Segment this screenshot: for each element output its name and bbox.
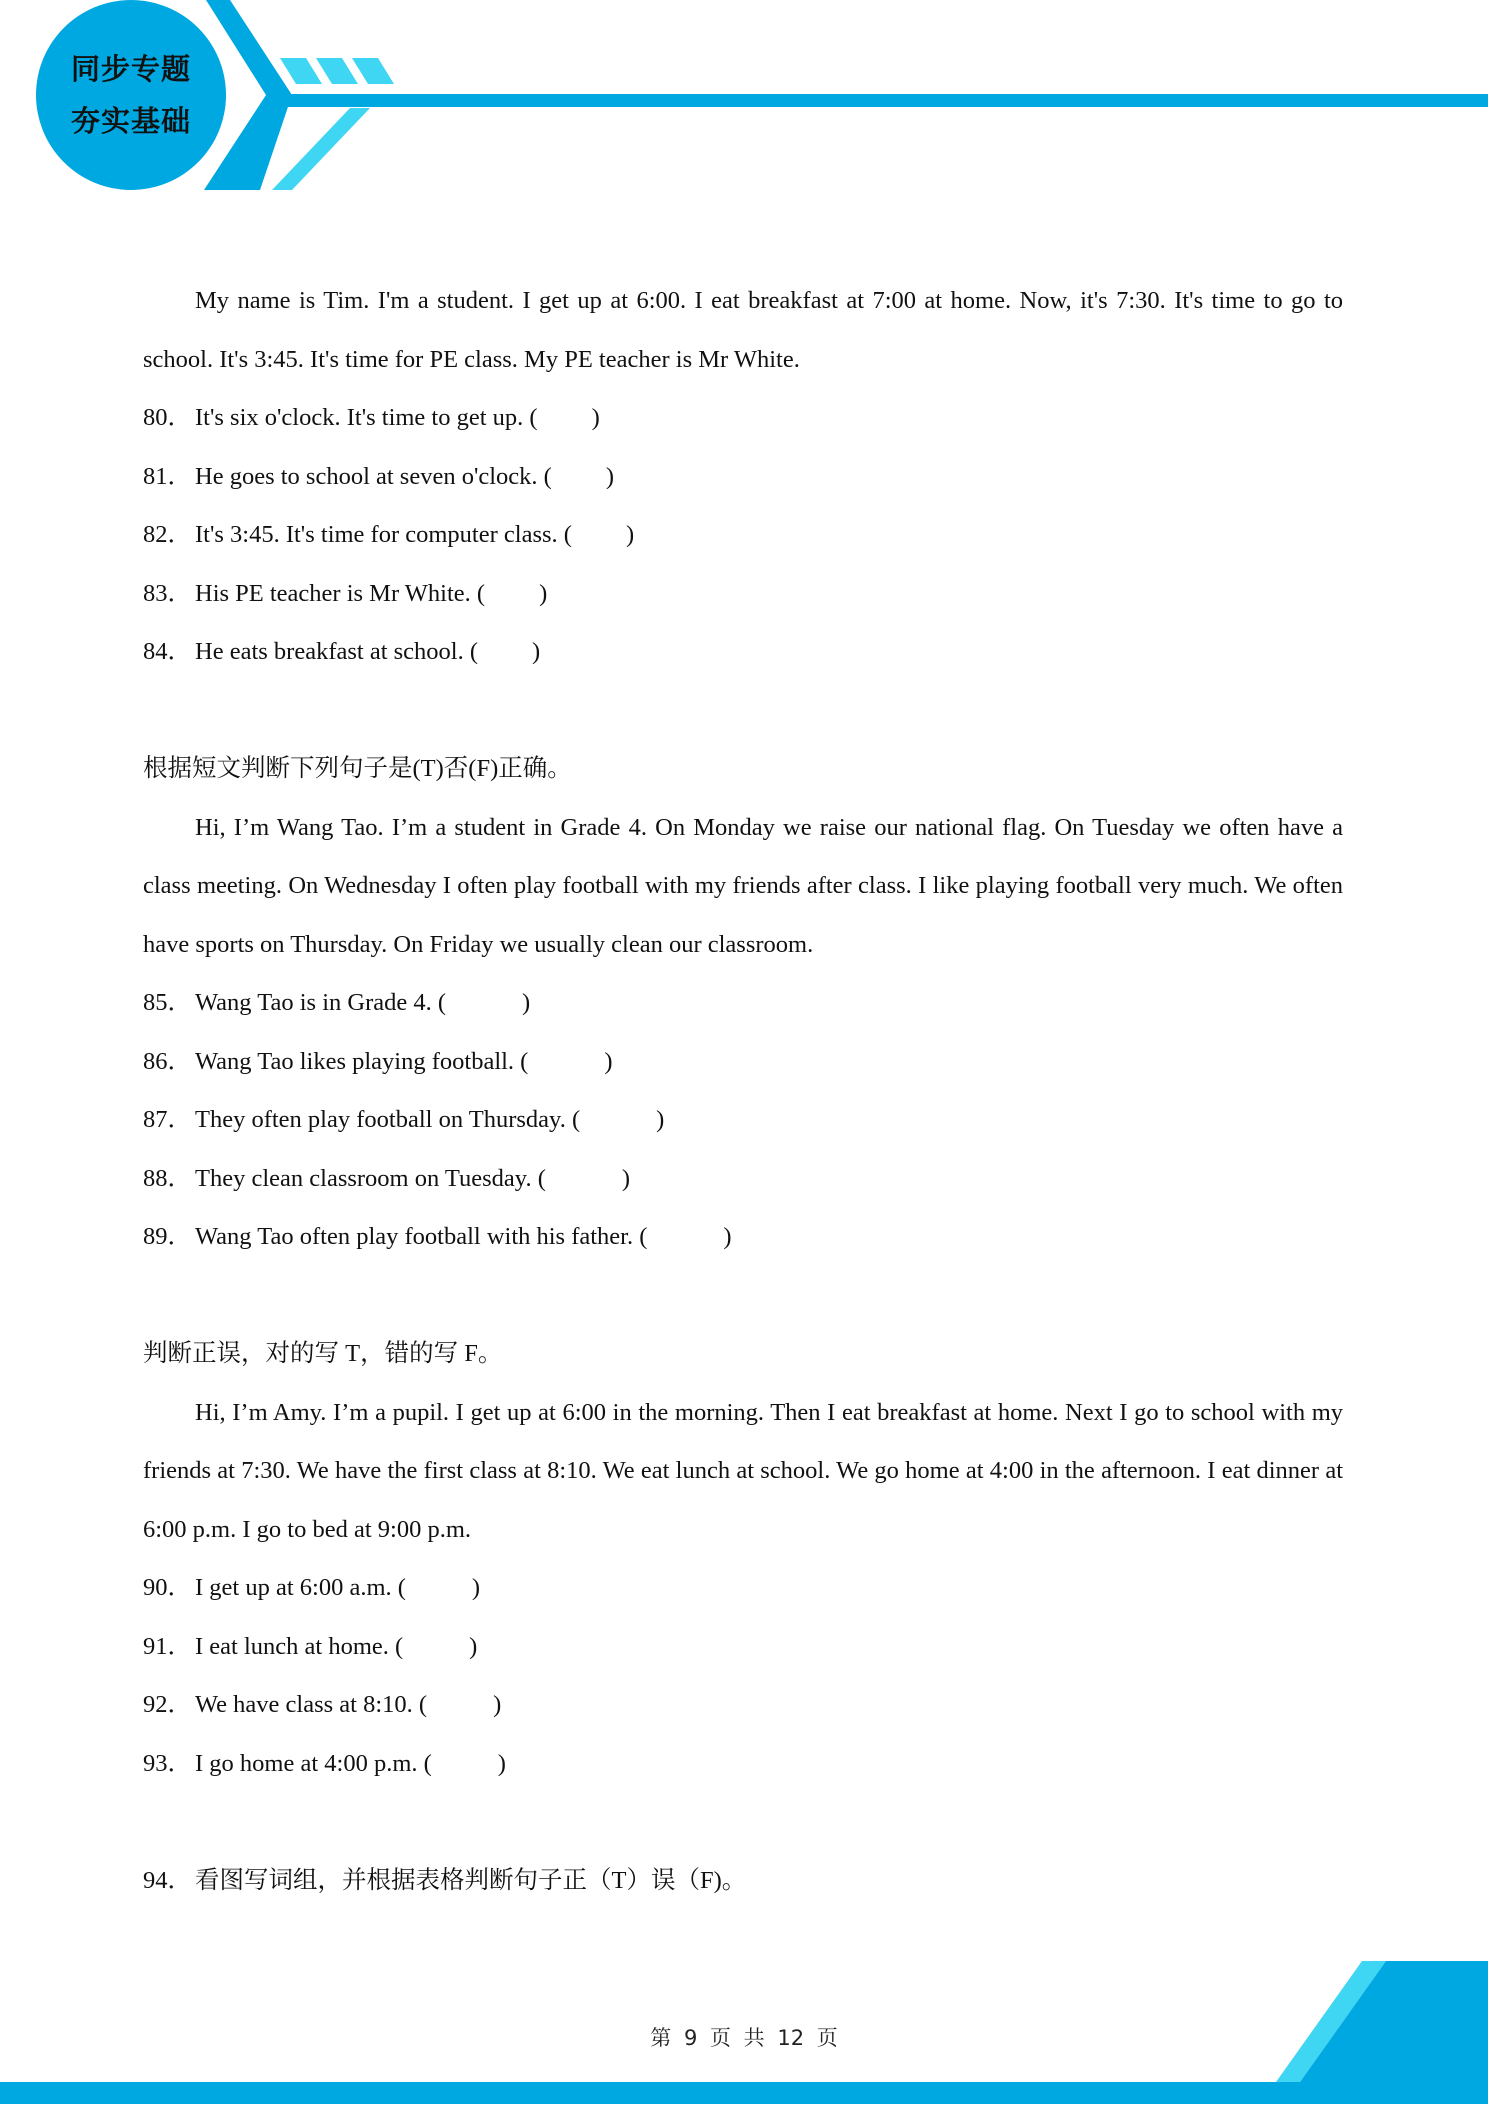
question-92 bbox=[143, 1676, 1343, 1735]
instruction-wang-tao: 根据短文判断下列句子是(T)否(F)正确。 bbox=[143, 755, 572, 782]
question-text: It's 3:45. It's time for computer class. ( bbox=[195, 521, 572, 548]
question-86 bbox=[143, 1033, 1343, 1092]
question-82 bbox=[143, 506, 1343, 565]
instruction-amy: 判断正误，对的写 T，错的写 F。 bbox=[143, 1340, 503, 1367]
passage-amy bbox=[143, 1384, 1343, 1560]
question-close: ) bbox=[469, 1632, 478, 1660]
question-text: They clean classroom on Tuesday. ( bbox=[195, 1164, 546, 1192]
badge-line-2: 夯实基础 bbox=[70, 104, 191, 138]
question-87 bbox=[143, 1091, 1343, 1150]
passage-amy-line-3: afternoon. I eat dinner at 6:00 p.m. I go to bed at 9:00 p.m. bbox=[143, 1457, 1344, 1543]
footer-bar bbox=[0, 2082, 1488, 2104]
question-number: 91． bbox=[143, 1632, 192, 1660]
passage-tim-line-2: to school. It's 3:45. It's time for PE class. My PE teacher is Mr White. bbox=[143, 287, 1344, 373]
question-text: He eats breakfast at school. ( bbox=[195, 638, 478, 665]
page-number: 第 9 页 共 12 页 bbox=[650, 2026, 838, 2050]
question-text: Wang Tao often play football with his father. ( bbox=[195, 1223, 648, 1250]
question-85 bbox=[143, 974, 1343, 1033]
question-close: ) bbox=[591, 404, 600, 431]
question-number: 88． bbox=[143, 1164, 192, 1192]
header-badge bbox=[36, 0, 226, 190]
question-text: I get up at 6:00 a.m. ( bbox=[195, 1574, 406, 1601]
passage-wang-tao bbox=[143, 799, 1343, 975]
question-text: It's six o'clock. It's time to get up. ( bbox=[195, 404, 538, 431]
document-content bbox=[143, 272, 1343, 1910]
question-close: ) bbox=[497, 1749, 506, 1777]
question-text: We have class at 8:10. ( bbox=[195, 1691, 428, 1718]
question-number: 87． bbox=[143, 1106, 192, 1133]
badge-line-1: 同步专题 bbox=[70, 52, 191, 86]
question-93 bbox=[143, 1735, 1343, 1794]
section-spacer bbox=[143, 682, 1343, 741]
header-bar bbox=[268, 94, 1488, 107]
question-close: ) bbox=[522, 989, 531, 1016]
section-spacer bbox=[143, 1793, 1343, 1852]
passage-wang-tao-line-2: have a class meeting. On Wednesday I often play football with my friends after class. I like playing football very bbox=[143, 813, 1344, 899]
question-close: ) bbox=[723, 1223, 732, 1250]
question-text: They often play football on Thursday. ( bbox=[195, 1106, 581, 1133]
question-close: ) bbox=[605, 462, 615, 490]
question-number: 80． bbox=[143, 404, 192, 431]
question-close: ) bbox=[471, 1574, 481, 1601]
question-number: 89． bbox=[143, 1223, 192, 1250]
question-number: 83． bbox=[143, 579, 192, 607]
question-close: ) bbox=[656, 1106, 665, 1133]
question-81 bbox=[143, 448, 1343, 507]
header-chevron-highlight bbox=[272, 108, 370, 190]
question-text: Wang Tao likes playing football. ( bbox=[195, 1047, 529, 1075]
question-number: 85． bbox=[143, 989, 192, 1016]
question-text: 看图写词组，并根据表格判断句子正（T）误（F)。 bbox=[195, 1866, 747, 1894]
question-text: I eat lunch at home. ( bbox=[195, 1632, 404, 1660]
question-close: ) bbox=[621, 1164, 631, 1192]
passage-wang-tao-line-3: much. We often have sports on Thursday. On Friday we usually clean our classroom. bbox=[143, 872, 1343, 958]
question-close: ) bbox=[625, 521, 635, 548]
question-94 bbox=[143, 1852, 1343, 1911]
passage-tim bbox=[143, 272, 1343, 389]
question-90 bbox=[143, 1559, 1343, 1618]
question-text: I go home at 4:00 p.m. ( bbox=[195, 1749, 432, 1777]
question-80 bbox=[143, 389, 1343, 448]
section-amy bbox=[143, 1325, 1343, 1793]
section-spacer bbox=[143, 1267, 1343, 1326]
section-tim bbox=[143, 272, 1343, 682]
passage-amy-line-1: Hi, I’m Amy. I’m a pupil. I get up at 6:00 in the morning. Then I eat breakfast at home. Next I go to school bbox=[195, 1398, 1255, 1426]
question-close: ) bbox=[539, 579, 548, 607]
question-text: Wang Tao is in Grade 4. ( bbox=[195, 989, 447, 1016]
question-number: 94． bbox=[143, 1866, 192, 1894]
question-close: ) bbox=[604, 1047, 613, 1075]
question-number: 84． bbox=[143, 638, 192, 665]
passage-wang-tao-line-1: Hi, I’m Wang Tao. I’m a student in Grade 4. On Monday we raise our national flag. On Tuesday we often bbox=[195, 813, 1270, 841]
passage-amy-line-2: with my friends at 7:30. We have the first class at 8:10. We eat lunch at school. We go home at 4:00 in the bbox=[143, 1398, 1344, 1484]
question-number: 81． bbox=[143, 462, 192, 490]
question-text: His PE teacher is Mr White. ( bbox=[195, 579, 486, 607]
question-number: 86． bbox=[143, 1047, 192, 1075]
question-number: 82． bbox=[143, 521, 192, 548]
question-83 bbox=[143, 565, 1343, 624]
question-91 bbox=[143, 1618, 1343, 1677]
question-text: He goes to school at seven o'clock. ( bbox=[195, 462, 552, 490]
question-number: 93． bbox=[143, 1749, 192, 1777]
passage-tim-line-1: My name is Tim. I'm a student. I get up at 6:00. I eat breakfast at 7:00 at home. Now, it's 7:30. It's time to go bbox=[195, 287, 1316, 314]
question-close: ) bbox=[493, 1691, 502, 1718]
header-stripe-1 bbox=[280, 58, 322, 84]
question-84 bbox=[143, 623, 1343, 682]
header-stripe-3 bbox=[352, 58, 394, 84]
question-88 bbox=[143, 1150, 1343, 1209]
question-close: ) bbox=[532, 638, 541, 665]
section-wang-tao bbox=[143, 740, 1343, 1267]
question-number: 92． bbox=[143, 1691, 192, 1718]
question-number: 90． bbox=[143, 1574, 192, 1601]
question-89 bbox=[143, 1208, 1343, 1267]
header-stripe-2 bbox=[316, 58, 358, 84]
